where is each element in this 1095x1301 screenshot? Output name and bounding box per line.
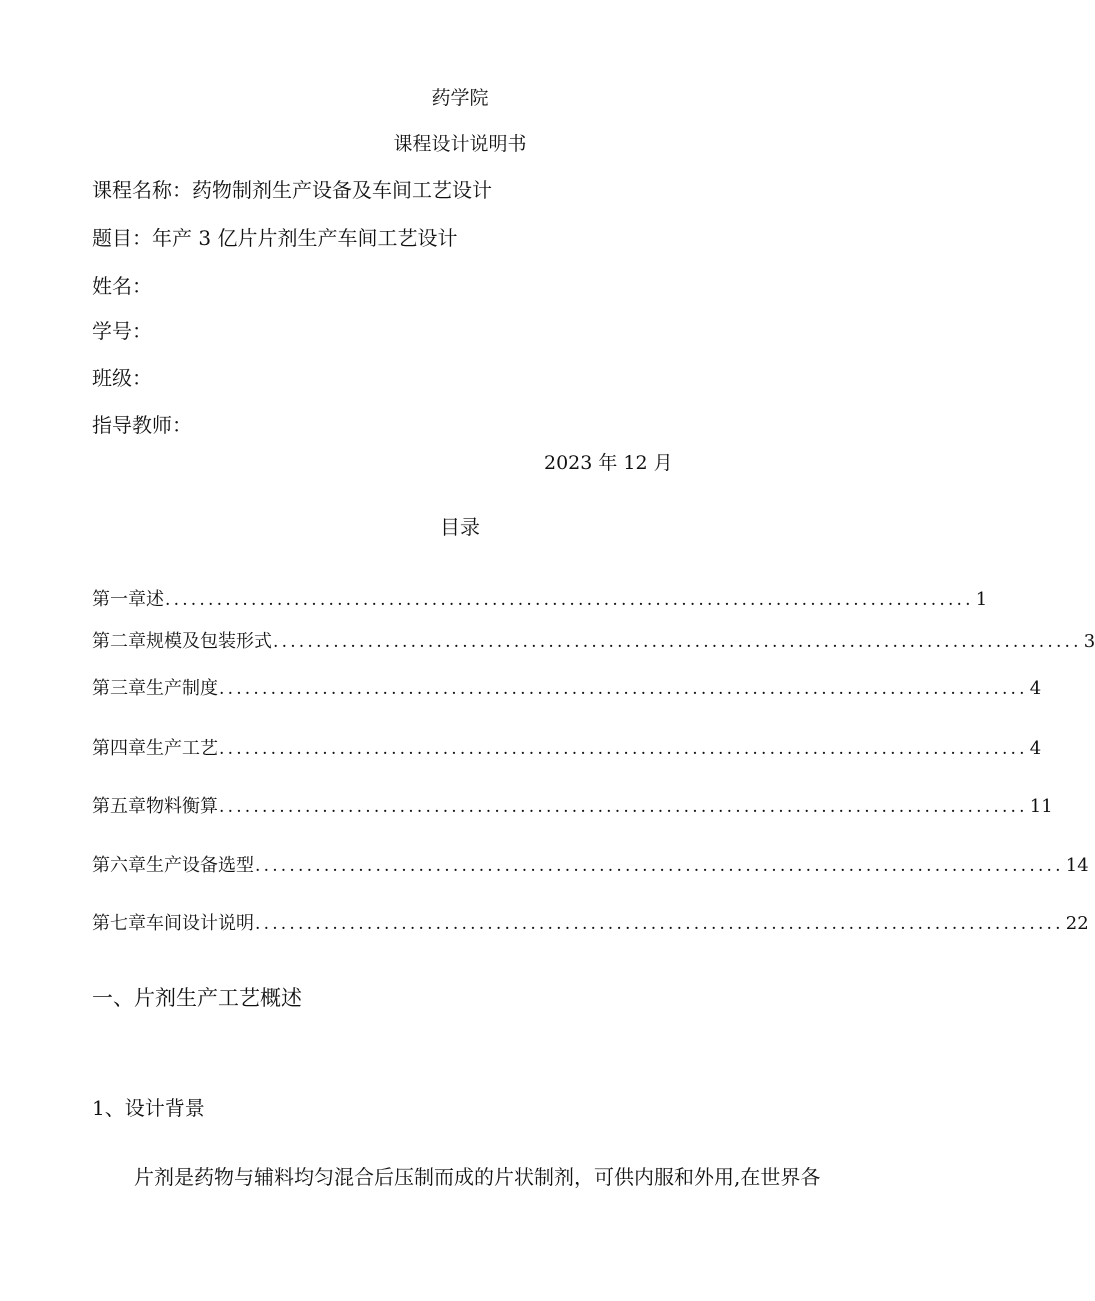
toc-leader-dots: .............................................................................................. xyxy=(219,797,1028,817)
toc-leader-dots: .............................................................................................. xyxy=(255,856,1064,876)
student-id-label: 学号： xyxy=(92,319,152,343)
advisor-label: 指导教师： xyxy=(92,413,192,437)
toc-entry xyxy=(92,589,988,610)
toc-leader-dots: .............................................................................................. xyxy=(219,679,1028,699)
toc-heading: 目录 xyxy=(440,515,480,539)
toc-entry-page: 4 xyxy=(1029,738,1042,759)
toc-entry-title: 第四章生产工艺 xyxy=(92,738,218,759)
toc-entry-page: 22 xyxy=(1065,913,1089,934)
toc-entry-page: 11 xyxy=(1029,796,1053,817)
toc-entry xyxy=(92,631,1095,652)
toc-leader-dots: .............................................................................................. xyxy=(273,632,1082,652)
toc-entry xyxy=(92,796,1053,817)
student-name-label: 姓名： xyxy=(92,274,152,298)
toc-entry xyxy=(92,738,1042,759)
toc-entry xyxy=(92,678,1042,699)
document-title: 课程设计说明书 xyxy=(393,133,527,155)
toc-entry-page: 4 xyxy=(1029,678,1042,699)
toc-leader-dots: .............................................................................................. xyxy=(219,739,1028,759)
toc-entry-title: 第一章述 xyxy=(92,589,164,610)
toc-entry-title: 第五章物料衡算 xyxy=(92,796,218,817)
toc-leader-dots: .............................................................................................. xyxy=(255,914,1064,934)
class-label: 班级： xyxy=(92,366,152,390)
toc-entry-title: 第三章生产制度 xyxy=(92,678,218,699)
toc-entry-title: 第七章车间设计说明 xyxy=(92,913,254,934)
toc-entry xyxy=(92,855,1089,876)
institution-name: 药学院 xyxy=(431,87,489,109)
toc-entry-title: 第六章生产设备选型 xyxy=(92,855,254,876)
section-heading: 一、片剂生产工艺概述 xyxy=(92,986,302,1010)
toc-entry xyxy=(92,913,1089,934)
body-paragraph: 片剂是药物与辅料均匀混合后压制而成的片状制剂，可供内服和外用,在世界各 xyxy=(134,1165,821,1189)
toc-entry-page: 3 xyxy=(1083,631,1095,652)
course-name-line: 课程名称：药物制剂生产设备及车间工艺设计 xyxy=(92,178,492,202)
document-date: 2023 年 12 月 xyxy=(544,452,673,474)
topic-line: 题目：年产 3 亿片片剂生产车间工艺设计 xyxy=(92,226,458,250)
toc-entry-title: 第二章规模及包装形式 xyxy=(92,631,272,652)
toc-leader-dots: .............................................................................................. xyxy=(165,590,974,610)
toc-entry-page: 1 xyxy=(975,589,988,610)
toc-entry-page: 14 xyxy=(1065,855,1089,876)
subsection-heading: 1、设计背景 xyxy=(92,1096,205,1120)
